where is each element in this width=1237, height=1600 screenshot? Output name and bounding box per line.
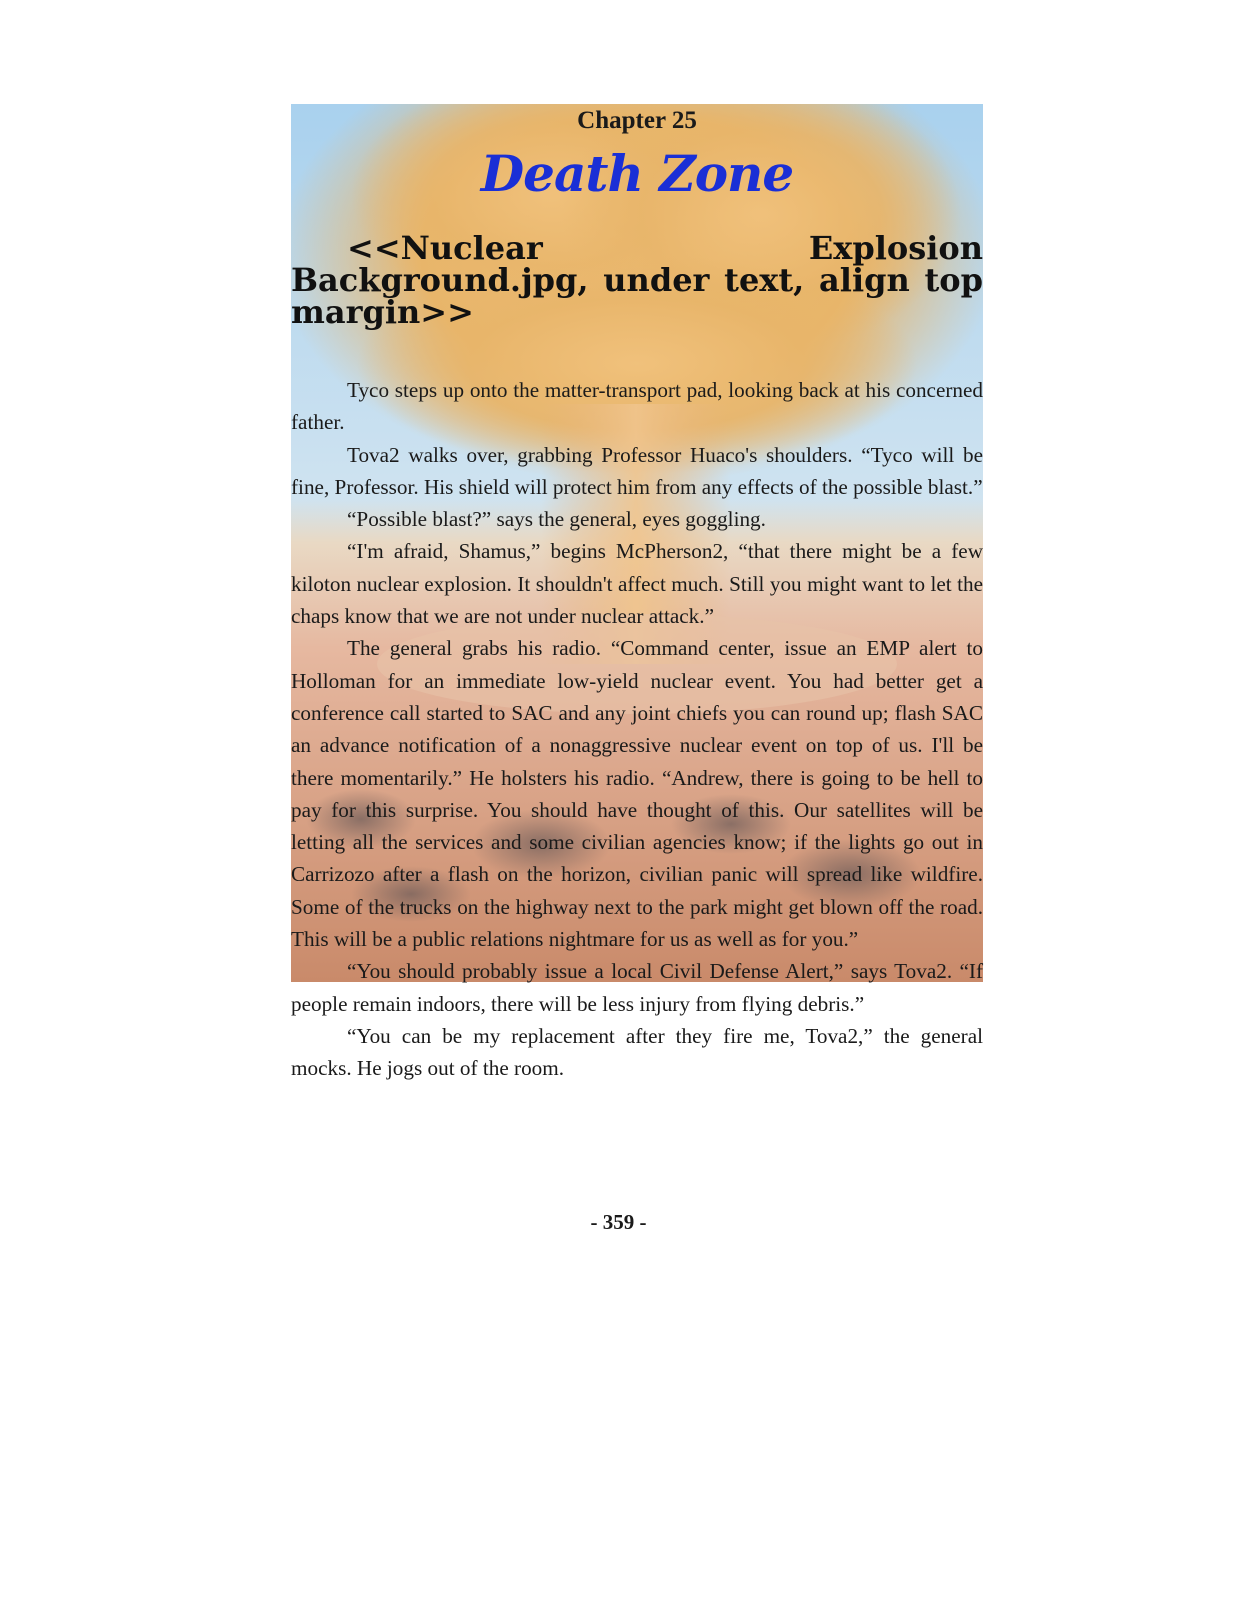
- paragraph: Tyco steps up onto the matter-transport pad, looking back at his concerned father.: [291, 378, 983, 435]
- paragraph: Tova2 walks over, grabbing Professor Huaco's shoulders. “Tyco will be fine, Professor. His shield will protect him from any effects of the possible blast.”: [291, 442, 983, 499]
- paragraph: “You can be my replacement after they fire me, Tova2,” the general mocks. He jogs out of the room.: [291, 1023, 983, 1081]
- chapter-title: Death Zone: [480, 144, 794, 203]
- paragraph: “Possible blast?” says the general, eyes goggling.: [347, 507, 766, 532]
- paragraph: “I'm afraid, Shamus,” begins McPherson2, “that there might be a few kiloton nuclear explosion. It shouldn't affect much. Still you might want to let the chaps know that we are not under nuclear attack.”: [291, 539, 983, 629]
- page-number: - 359 -: [590, 1210, 647, 1234]
- story-text: [291, 374, 983, 1085]
- paragraph: The general grabs his radio. “Command center, issue an EMP alert to Holloman for an immediate low-yield nuclear event. You had better get a conference call started to SAC and any joint chiefs you can round up; flash SAC an advance notification of a nonaggressive nuclear event on top of us. I'll be there momentarily.” He holsters his radio. “Andrew, there is going to be hell to pay for this surprise. You should have thought of this. Our satellites will be letting all the services and some civilian agencies know; if the lights go out in Carrizozo after a flash on the horizon, civilian panic will spread like wildfire. Some of the trucks on the highway next to the park might get blown off the road. This will be a public relations nightmare for us as well as for you.”: [291, 636, 983, 952]
- page-content: [291, 104, 983, 1085]
- image-placeholder-note: <<Nuclear Explosion Background.jpg, under text, align top margin>>: [291, 229, 983, 331]
- paragraph: “You should probably issue a local Civil Defense Alert,” says Tova2. “If people remain indoors, there will be less injury from flying debris.”: [291, 959, 983, 1016]
- chapter-label: Chapter 25: [577, 107, 697, 134]
